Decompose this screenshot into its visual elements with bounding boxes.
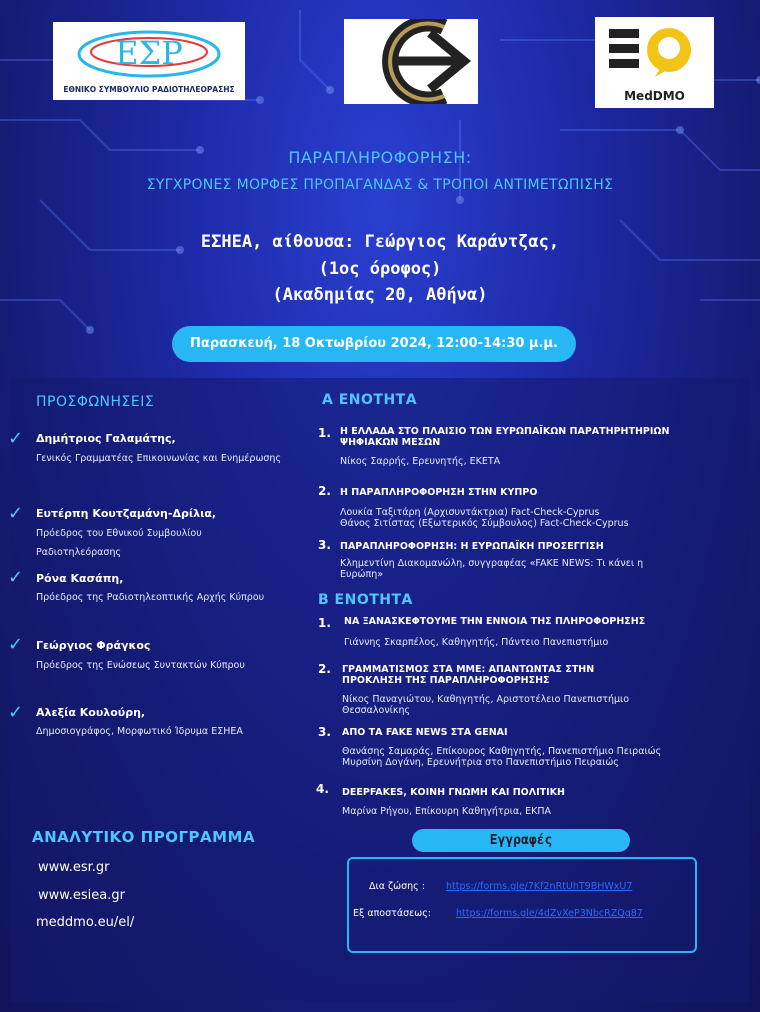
topic-speaker: Νίκος Παναγιώτου, Καθηγητής, Αριστοτέλειο Πανεπιστήμιο Θεσσαλονίκης xyxy=(342,694,630,716)
item-number: 2. xyxy=(318,484,331,498)
speaker-role: Δημοσιογράφος, Μορφωτικό Ίδρυμα ΕΣΗΕΑ xyxy=(36,726,243,737)
esiea-emblem xyxy=(344,19,478,104)
topic-speaker: Θανάσης Σαμαράς, Επίκουρος Καθηγητής, Πανεπιστήμιο Πειραιώς xyxy=(342,746,662,757)
in-person-form-link[interactable]: https://forms.gle/7Kf2nRtUhT9BHWxU7 xyxy=(446,881,633,892)
registration-label: Εγγραφές xyxy=(412,829,630,852)
topic-speaker: Θάνος Σιτίστας (Εξωτερικός Σύμβουλος) Fact-Check-Cyprus xyxy=(340,518,629,529)
speaker-role: Πρόεδρος της Ραδιοτηλεοπτικής Αρχής Κύπρου xyxy=(36,592,265,603)
speaker-role: Γενικός Γραμματέας Επικοινωνίας και Ενημέρωσης xyxy=(36,453,282,464)
speaker-role: Πρόεδρος του Εθνικού Συμβουλίου Ραδιοτηλεόρασης xyxy=(36,528,202,558)
item-number: 3. xyxy=(318,725,331,739)
topic-speaker: Γιάννης Σκαρπέλος, Καθηγητής, Πάντειο Πανεπιστήμιο xyxy=(344,637,609,648)
venue-line-1: ΕΣΗΕΑ, αίθουσα: Γεώργιος Καράντζας, xyxy=(200,232,560,252)
event-title: ΠΑΡΑΠΛΗΡΟΦΟΡΗΣΗ: xyxy=(288,148,472,167)
remote-label: Εξ αποστάσεως: xyxy=(353,908,432,919)
venue-line-3: (Ακαδημίας 20, Αθήνα) xyxy=(272,285,488,305)
item-number: 1. xyxy=(318,426,331,440)
event-subtitle: ΣΥΓΧΡΟΝΕΣ ΜΟΡΦΕΣ ΠΡΟΠΑΓΑΝΔΑΣ & ΤΡΟΠΟΙ ΑΝΤΙΜΕΤΩΠΙΣΗΣ xyxy=(146,177,614,193)
speaker-name: Δημήτριος Γαλαμάτης, xyxy=(36,432,176,445)
esr-logo-text: ΕΘΝΙΚΟ ΣΥΜΒΟΥΛΙΟ ΡΑΔΙΟΤΗΛΕΟΡΑΣΗΣ xyxy=(63,85,235,94)
in-person-label: Δια ζώσης : xyxy=(369,881,425,892)
topic-speaker: Λουκία Ταξιτάρη (Αρχισυντάκτρια) Fact-Check-Cyprus xyxy=(340,507,600,518)
meddmo-logo-text: MedDMO xyxy=(624,89,685,103)
check-icon: ✓ xyxy=(8,428,24,449)
item-number: 4. xyxy=(316,782,329,796)
meddmo-emblem xyxy=(595,17,714,87)
topic-speaker: Μαρίνα Ρήγου, Επίκουρη Καθηγήτρια, ΕΚΠΑ xyxy=(342,806,552,817)
topic-speaker: Μυρσίνη Δογάνη, Ερευνήτρια στο Πανεπιστήμιο Πειραιώς xyxy=(342,757,619,768)
program-heading: ΑΝΑΛΥΤΙΚΟ ΠΡΟΓΡΑΜΜΑ xyxy=(32,828,256,846)
item-number: 1. xyxy=(318,616,331,630)
item-number: 3. xyxy=(318,538,331,552)
topic-title: ΠΑΡΑΠΛΗΡΟΦΟΡΗΣΗ: Η ΕΥΡΩΠΑΪΚΗ ΠΡΟΣΕΓΓΙΣΗ xyxy=(340,541,604,552)
speaker-name: Αλεξία Κουλούρη, xyxy=(36,706,146,719)
topic-speaker: Νίκος Σαρρής, Ερευνητής, ΕΚΕΤΑ xyxy=(340,456,501,467)
speaker-name: Ρόνα Κασάπη, xyxy=(36,572,124,585)
topic-speaker: Κλημεντίνη Διακομανώλη, συγγραφέας «FAKE NEWS: Τι κάνει η Ευρώπη» xyxy=(340,558,644,580)
speaker-role: Πρόεδρος της Ενώσεως Συντακτών Κύπρου xyxy=(36,660,245,671)
topic-title: ΝΑ ΞΑΝΑΣΚΕΦΤΟΥΜΕ ΤΗΝ ΕΝΝΟΙΑ ΤΗΣ ΠΛΗΡΟΦΟΡΗΣΗΣ xyxy=(344,616,646,627)
esiea-logo xyxy=(344,19,478,104)
check-icon: ✓ xyxy=(8,634,24,655)
meddmo-logo xyxy=(595,17,714,108)
greetings-heading: ΠΡΟΣΦΩΝΗΣΕΙΣ xyxy=(36,394,155,410)
topic-title: ΑΠΟ ΤΑ FAKE NEWS ΣΤΑ GENAI xyxy=(342,727,508,738)
registration-box xyxy=(347,857,697,953)
venue-line-2: (1ος όροφος) xyxy=(318,259,442,279)
topic-title: Η ΕΛΛΑΔΑ ΣΤΟ ΠΛΑΙΣΙΟ ΤΩΝ ΕΥΡΩΠΑΪΚΩΝ ΠΑΡΑΤΗΡΗΤΗΡΙΩΝ ΨΗΦΙΑΚΩΝ ΜΕΣΩΝ xyxy=(340,426,670,448)
item-number: 2. xyxy=(318,662,331,676)
esr-logo xyxy=(53,22,245,100)
topic-title: DEEPFAKES, ΚΟΙΝΗ ΓΝΩΜΗ ΚΑΙ ΠΟΛΙΤΙΚΗ xyxy=(342,787,565,798)
topic-title: Η ΠΑΡΑΠΛΗΡΟΦΟΡΗΣΗ ΣΤΗΝ ΚΥΠΡΟ xyxy=(340,487,538,498)
check-icon: ✓ xyxy=(8,567,24,588)
esr-emblem xyxy=(53,22,245,84)
speaker-name: Γεώργιος Φράγκος xyxy=(36,639,151,652)
svg-text:ΕΣΡ: ΕΣΡ xyxy=(115,34,183,72)
esiea-link[interactable]: www.esiea.gr xyxy=(38,888,125,903)
topic-title: ΓΡΑΜΜΑΤΙΣΜΟΣ ΣΤΑ ΜΜΕ: ΑΠΑΝΤΩΝΤΑΣ ΣΤΗΝ ΠΡΟΚΛΗΣΗ ΤΗΣ ΠΑΡΑΠΛΗΡΟΦΟΡΗΣΗΣ xyxy=(342,664,595,686)
section-a-heading: Α ΕΝΟΤΗΤΑ xyxy=(322,392,418,408)
speaker-name: Ευτέρπη Κουτζαμάνη-Δρίλια, xyxy=(36,507,217,520)
check-icon: ✓ xyxy=(8,702,24,723)
event-date: Παρασκευή, 18 Οκτωβρίου 2024, 12:00-14:30 μ.μ. xyxy=(172,326,576,362)
section-b-heading: Β ΕΝΟΤΗΤΑ xyxy=(318,592,413,608)
check-icon: ✓ xyxy=(8,503,24,524)
remote-form-link[interactable]: https://forms.gle/4dZvXeP3NbcRZQg87 xyxy=(456,908,643,919)
meddmo-link[interactable]: meddmo.eu/el/ xyxy=(36,915,135,930)
esr-link[interactable]: www.esr.gr xyxy=(38,860,110,875)
